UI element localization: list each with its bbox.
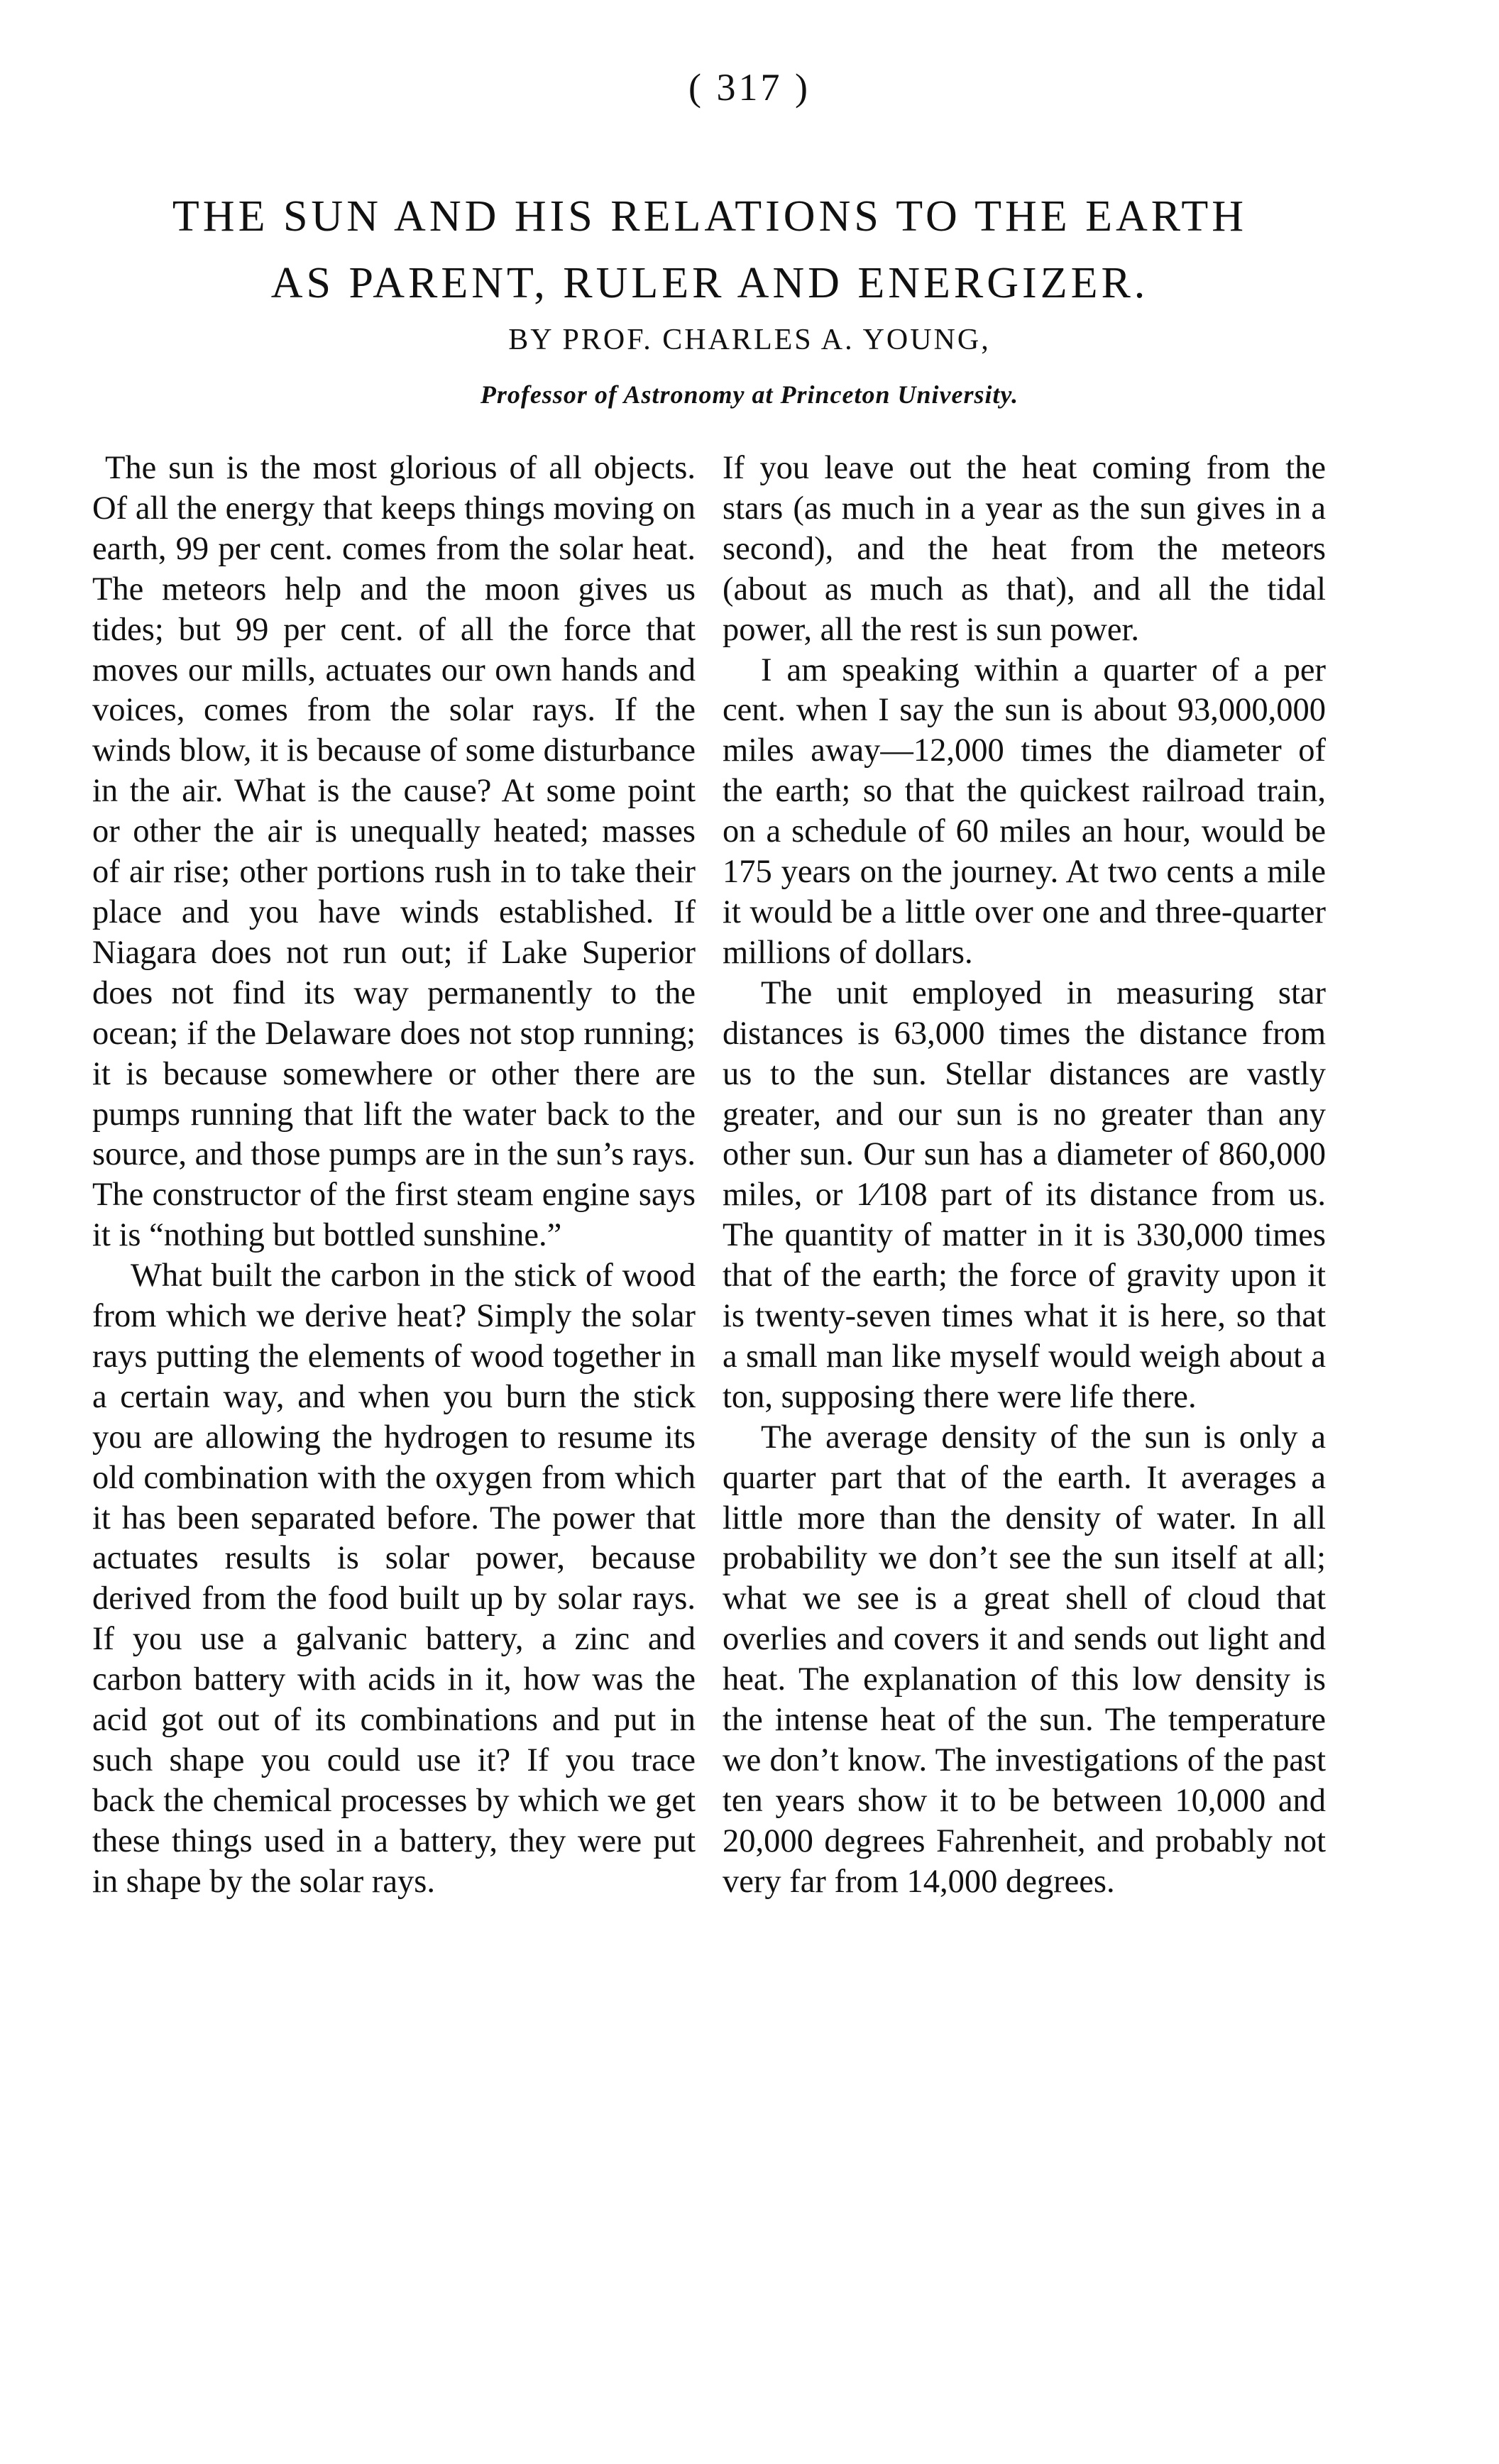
left-paragraph-2: What built the carbon in the stick of wood from which we derive heat? Simply the solar rays putting the elements of wood together in a certain way, and when you burn the stick you are allowing the hydrogen to resume its old combination with the oxygen from which it has been separated before. The power that actuates results is solar power, because derived from the food built up by solar rays. If you use a galvanic battery, a zinc and carbon battery with acids in it, how was the acid got out of its combinations and put in such shape you could use it? If you trace back the chemical processes by which we get these things used in a battery, they were put in shape by the solar rays. xyxy=(92,1258,696,1900)
right-paragraph-2: I am speaking within a quarter of a per cent. when I say the sun is about 93,000,000 miles away—12,000 times the diameter of the earth; so that the quickest railroad train, on a schedule of 60 miles an hour, would be 175 years on the journey. At two cents a mile it would be a little over one and three-quarter millions of dollars. xyxy=(723,651,1326,971)
right-column xyxy=(723,449,1326,1903)
author-affiliation: Professor of Astronomy at Princeton University. xyxy=(480,380,1019,409)
article-title xyxy=(57,183,1363,317)
author-byline: BY PROF. CHARLES A. YOUNG, xyxy=(508,324,991,356)
page-number: ( 317 ) xyxy=(688,66,811,109)
left-column xyxy=(92,449,696,1903)
right-paragraph-3: The unit employed in measuring star distances is 63,000 times the distance from us to the sun. Stellar distances are vastly greater, and our sun is no greater than any other sun. Our sun has a diameter of 860,000 miles, or 1⁄108 part of its distance from us. The quantity of matter in it is 330,000 times that of the earth; the force of gravity upon it is twenty-seven times what it is here, so that a small man like myself would weigh about a ton, supposing there were life there. xyxy=(723,974,1326,1415)
article-title-line-1: THE SUN AND HIS RELATIONS TO THE EARTH xyxy=(172,192,1248,241)
article-title-line-2: AS PARENT, RULER AND ENERGIZER. xyxy=(270,259,1149,307)
left-paragraph-1: The sun is the most glorious of all objects. Of all the energy that keeps things moving on earth, 99 per cent. comes from the solar heat. The meteors help and the moon gives us tides; but 99 per cent. of all the force that moves our mills, actuates our own hands and voices, comes from the solar rays. If the winds blow, it is because of some disturbance in the air. What is the cause? At some point or other the air is unequally heated; masses of air rise; other portions rush in to take their place and you have winds established. If Niagara does not run out; if Lake Superior does not find its way permanently to the ocean; if the Delaware does not stop running; it is because somewhere or other there are pumps running that lift the water back to the source, and those pumps are in the sun’s rays. The constructor of the first steam engine says it is “nothing but bottled sunshine.” xyxy=(92,450,696,1254)
right-paragraph-1: If you leave out the heat coming from the stars (as much in a year as the sun gives in a second), and the heat from the meteors (about as much as that), and all the tidal power, all the rest is sun power. xyxy=(723,450,1326,648)
right-paragraph-4: The average density of the sun is only a quarter part that of the earth. It averages a little more than the density of water. In all probability we don’t see the sun itself at all; what we see is a great shell of cloud that overlies and covers it and sends out light and heat. The explanation of this low density is the intense heat of the sun. The temperature we don’t know. The investigations of the past ten years show it to be between 10,000 and 20,000 degrees Fahrenheit, and probably not very far from 14,000 degrees. xyxy=(723,1419,1326,1900)
